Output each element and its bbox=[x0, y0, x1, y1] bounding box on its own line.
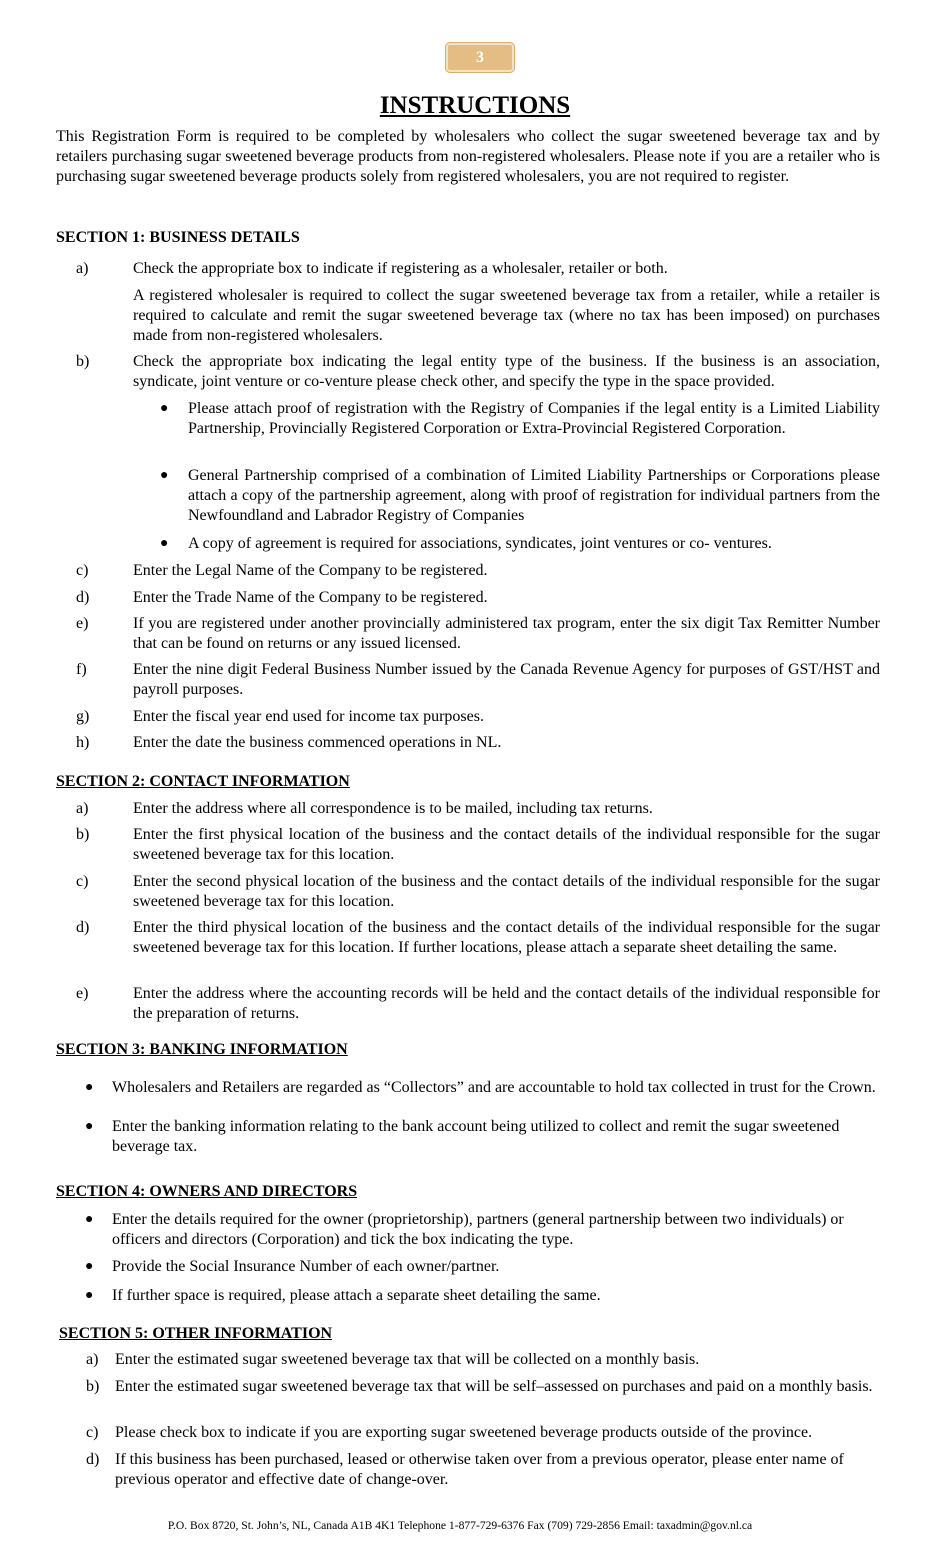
list-item: Enter the Trade Name of the Company to be registered. bbox=[133, 589, 488, 606]
page-title: INSTRUCTIONS bbox=[379, 92, 571, 119]
footer-contact: P.O. Box 8720, St. John’s, NL, Canada A1B 4K1 Telephone 1-877-729-6376 Fax (709) 729-2856 Email: taxadmin@gov.nl.ca bbox=[167, 1519, 753, 1532]
list-letter: c) bbox=[76, 873, 89, 890]
list-letter: b) bbox=[86, 1378, 100, 1395]
list-letter: b) bbox=[76, 353, 90, 370]
bullet-item: Please attach proof of registration with the Registry of Companies if the legal entity is a Limited Liability Partnership, Provincially Registered Corporation or Extra-Provincial Registered Corporation. bbox=[188, 400, 880, 437]
list-letter: c) bbox=[76, 562, 89, 579]
bullet-icon: ● bbox=[160, 536, 169, 551]
list-item: Enter the first physical location of the business and the contact details of the individual responsible for the sugar sweetened beverage tax for this location. bbox=[133, 826, 880, 863]
bullet-icon: ● bbox=[85, 1259, 94, 1274]
list-letter: a) bbox=[76, 800, 89, 817]
list-item: Check the appropriate box to indicate if registering as a wholesaler, retailer or both. bbox=[133, 260, 668, 277]
intro-paragraph: This Registration Form is required to be completed by wholesalers who collect the sugar sweetened beverage tax and by retailers purchasing sugar sweetened beverage products from non-registered wholesalers. Please note if you are a retailer who is purchasing sugar sweetened beverage products solely from registered wholesalers, you are not required to register. bbox=[56, 128, 880, 185]
list-item: Please check box to indicate if you are exporting sugar sweetened beverage products outside of the province. bbox=[115, 1424, 813, 1441]
list-letter: f) bbox=[76, 661, 87, 678]
list-letter: h) bbox=[76, 734, 90, 751]
bullet-item: Enter the details required for the owner (proprietorship), partners (general partnership between two individuals) or officers and directors (Corporation) and tick the box indicating the type. bbox=[112, 1211, 844, 1248]
bullet-icon: ● bbox=[85, 1288, 94, 1303]
list-letter: d) bbox=[76, 919, 90, 936]
list-letter: g) bbox=[76, 708, 90, 725]
list-item: Enter the fiscal year end used for income tax purposes. bbox=[133, 708, 484, 725]
bullet-item: If further space is required, please attach a separate sheet detailing the same. bbox=[112, 1287, 601, 1304]
list-letter: c) bbox=[86, 1424, 99, 1441]
section-5-heading: SECTION 5: OTHER INFORMATION bbox=[59, 1325, 333, 1342]
list-letter: e) bbox=[76, 615, 89, 632]
list-item: Enter the date the business commenced operations in NL. bbox=[133, 734, 502, 751]
bullet-item: Wholesalers and Retailers are regarded as “Collectors” and are accountable to hold tax collected in trust for the Crown. bbox=[112, 1079, 876, 1096]
page-number-badge: 3 bbox=[446, 43, 514, 72]
list-item: Enter the second physical location of the business and the contact details of the individual responsible for the sugar sweetened beverage tax for this location. bbox=[133, 873, 880, 910]
list-item: Check the appropriate box indicating the legal entity type of the business. If the business is an association, syndicate, joint venture or co-venture please check other, and specify the type in the space provided. bbox=[133, 353, 880, 390]
bullet-item: A copy of agreement is required for associations, syndicates, joint ventures or co- ventures. bbox=[188, 535, 772, 552]
list-letter: a) bbox=[86, 1351, 99, 1368]
section-4-heading: SECTION 4: OWNERS AND DIRECTORS bbox=[56, 1183, 358, 1200]
list-letter: d) bbox=[86, 1451, 100, 1468]
bullet-item: Provide the Social Insurance Number of each owner/partner. bbox=[112, 1258, 500, 1275]
list-item: If this business has been purchased, leased or otherwise taken over from a previous operator, please enter name of previous operator and effective date of change-over. bbox=[115, 1451, 844, 1488]
list-letter: e) bbox=[76, 985, 89, 1002]
list-item: Enter the estimated sugar sweetened beverage tax that will be collected on a monthly basis. bbox=[115, 1351, 700, 1368]
bullet-icon: ● bbox=[85, 1119, 94, 1134]
bullet-icon: ● bbox=[85, 1080, 94, 1095]
bullet-item: General Partnership comprised of a combination of Limited Liability Partnerships or Corporations please attach a copy of the partnership agreement, along with proof of registration for individual partners from the Newfoundland and Labrador Registry of Companies bbox=[188, 467, 880, 524]
section-3-heading: SECTION 3: BANKING INFORMATION bbox=[56, 1041, 348, 1058]
bullet-icon: ● bbox=[160, 401, 169, 416]
bullet-icon: ● bbox=[85, 1212, 94, 1227]
section-2-heading: SECTION 2: CONTACT INFORMATION bbox=[56, 773, 350, 790]
list-item: Enter the nine digit Federal Business Number issued by the Canada Revenue Agency for purposes of GST/HST and payroll purposes. bbox=[133, 661, 880, 698]
list-item: If you are registered under another provincially administered tax program, enter the six digit Tax Remitter Number that can be found on returns or any issued licensed. bbox=[133, 615, 880, 652]
list-letter: b) bbox=[76, 826, 90, 843]
list-item: Enter the address where the accounting records will be held and the contact details of the individual responsible for the preparation of returns. bbox=[133, 985, 880, 1022]
list-item-note: A registered wholesaler is required to collect the sugar sweetened beverage tax from a retailer, while a retailer is required to calculate and remit the sugar sweetened beverage tax (where no tax has been imposed) on purchases made from non-registered wholesalers. bbox=[133, 287, 880, 344]
list-item: Enter the Legal Name of the Company to be registered. bbox=[133, 562, 488, 579]
list-item: Enter the third physical location of the business and the contact details of the individual responsible for the sugar sweetened beverage tax for this location. If further locations, please attach a separate sheet detailing the same. bbox=[133, 919, 880, 956]
bullet-item: Enter the banking information relating to the bank account being utilized to collect and remit the sugar sweetened beverage tax. bbox=[112, 1118, 840, 1155]
bullet-icon: ● bbox=[160, 468, 169, 483]
list-letter: d) bbox=[76, 589, 90, 606]
list-item: Enter the estimated sugar sweetened beverage tax that will be self–assessed on purchases and paid on a monthly basis. bbox=[115, 1378, 873, 1395]
list-item: Enter the address where all correspondence is to be mailed, including tax returns. bbox=[133, 800, 653, 817]
list-letter: a) bbox=[76, 260, 89, 277]
section-1-heading: SECTION 1: BUSINESS DETAILS bbox=[56, 229, 300, 246]
